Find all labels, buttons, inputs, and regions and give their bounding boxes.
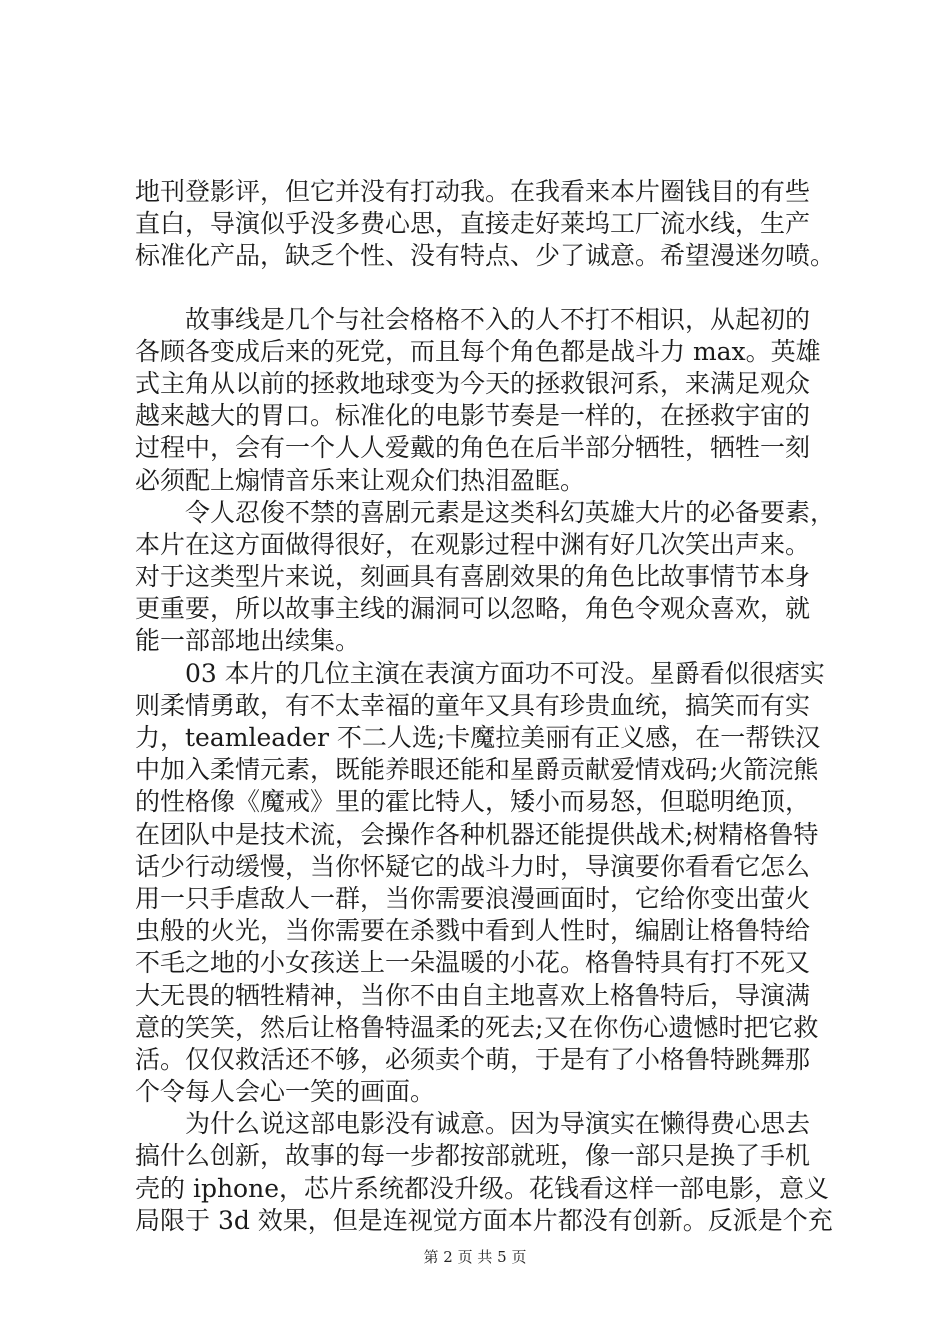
text-line: 令人忍俊不禁的喜剧元素是这类科幻英雄大片的必备要素，	[135, 497, 836, 527]
paragraph-spacer	[135, 273, 835, 304]
text-line: 在团队中是技术流，会操作各种机器还能提供战术;树精格鲁特	[135, 819, 819, 849]
text-line: 本片在这方面做得很好，在观影过程中渊有好几次笑出声来。	[135, 529, 811, 559]
text-line: 的性格像《魔戒》里的霍比特人，矮小而易怒，但聪明绝顶，	[135, 787, 811, 817]
text-line: 则柔情勇敢，有不太幸福的童年又具有珍贵血统，搞笑而有实	[135, 690, 811, 720]
text-line: 意的笑笑，然后让格鲁特温柔的死去;又在你伤心遗憾时把它救	[135, 1012, 819, 1042]
text-line: 局限于 3d 效果，但是连视觉方面本片都没有创新。反派是个充	[135, 1205, 833, 1235]
text-line: 对于这类型片来说，刻画具有喜剧效果的角色比故事情节本身	[135, 562, 811, 592]
paragraph-2	[135, 304, 835, 497]
text-line: 虫般的火光，当你需要在杀戮中看到人性时，编剧让格鲁特给	[135, 916, 811, 946]
page-number-footer: 第 2 页 共 5 页	[423, 1248, 527, 1266]
text-line: 标准化产品，缺乏个性、没有特点、少了诚意。希望漫迷勿喷。	[135, 241, 836, 271]
text-line: 更重要，所以故事主线的漏洞可以忽略，角色令观众喜欢，就	[135, 594, 811, 624]
text-line: 必须配上煽情音乐来让观众们热泪盈眶。	[135, 465, 586, 495]
text-line: 用一只手虐敌人一群，当你需要浪漫画面时，它给你变出萤火	[135, 883, 811, 913]
paragraph-3	[135, 497, 835, 658]
text-line: 不毛之地的小女孩送上一朵温暖的小花。格鲁特具有打不死又	[135, 948, 811, 978]
text-line: 力，teamleader 不二人选;卡魔拉美丽有正义感，在一帮铁汉	[135, 723, 821, 752]
paragraph-1	[135, 176, 835, 273]
text-line: 地刊登影评，但它并没有打动我。在我看来本片圈钱目的有些	[135, 177, 811, 206]
text-line: 个令每人会心一笑的画面。	[135, 1077, 436, 1107]
text-line: 越来越大的胃口。标准化的电影节奏是一样的，在拯救宇宙的	[135, 401, 811, 431]
text-line: 中加入柔情元素，既能养眼还能和星爵贡献爱情戏码;火箭浣熊	[135, 755, 819, 785]
text-line: 直白，导演似乎没多费心思，直接走好莱坞工厂流水线，生产	[135, 209, 811, 239]
text-line: 话少行动缓慢，当你怀疑它的战斗力时，导演要你看看它怎么	[135, 851, 811, 881]
text-line: 各顾各变成后来的死党，而且每个角色都是战斗力 max。英雄	[135, 336, 821, 366]
text-line: 式主角从以前的拯救地球变为今天的拯救银河系，来满足观众	[135, 368, 811, 398]
paragraph-4	[135, 658, 835, 1109]
text-line: 03 本片的几位主演在表演方面功不可没。星爵看似很痞实	[135, 658, 825, 688]
text-line: 过程中，会有一个人人爱戴的角色在后半部分牺牲，牺牲一刻	[135, 433, 811, 463]
paragraph-5	[135, 1108, 835, 1237]
text-line: 故事线是几个与社会格格不入的人不打不相识，从起初的	[135, 304, 811, 334]
text-line: 活。仅仅救活还不够，必须卖个萌，于是有了小格鲁特跳舞那	[135, 1044, 811, 1074]
text-line: 壳的 iphone，芯片系统都没升级。花钱看这样一部电影，意义	[135, 1173, 829, 1203]
text-line: 为什么说这部电影没有诚意。因为导演实在懒得费心思去	[135, 1109, 811, 1139]
text-line: 能一部部地出续集。	[135, 626, 361, 656]
text-line: 搞什么创新，故事的每一步都按部就班，像一部只是换了手机	[135, 1141, 811, 1171]
text-line: 大无畏的牺牲精神，当你不由自主地喜欢上格鲁特后，导演满	[135, 980, 811, 1010]
document-body	[135, 176, 835, 1237]
